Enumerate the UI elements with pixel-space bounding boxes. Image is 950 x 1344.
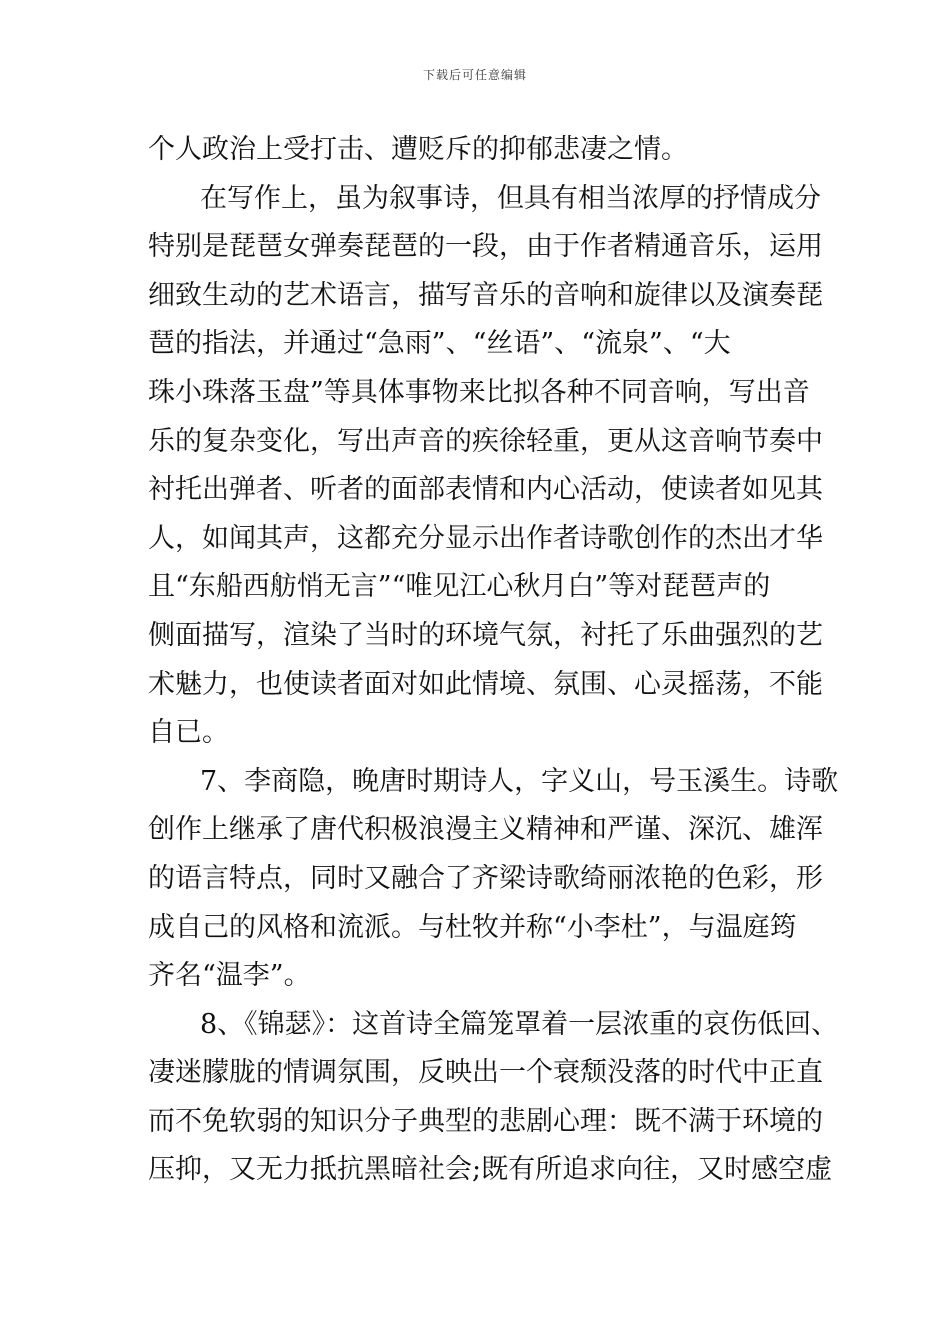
text-line: 衬托出弹者、听者的面部表情和内心活动，使读者如见其 <box>148 474 823 506</box>
text-line: 凄迷朦胧的情调氛围，反映出一个衰颓没落的时代中正直 <box>148 1057 823 1089</box>
text-line: 成自己的风格和流派。与杜牧并称“小李杜”，与温庭筠 <box>148 911 797 943</box>
text-line: 的语言特点，同时又融合了齐梁诗歌绮丽浓艳的色彩，形 <box>148 862 823 894</box>
text-line: 个人政治上受打击、遭贬斥的抑郁悲凄之情。 <box>148 134 688 165</box>
paragraph-start-line: 在写作上，虽为叙事诗，但具有相当浓厚的抒情成分 <box>200 182 821 214</box>
text-line: 珠小珠落玉盘”等具体事物来比拟各种不同音响，写出音 <box>148 376 810 408</box>
body-text <box>148 126 839 1195</box>
text-line: 人，如闻其声，这都充分显示出作者诗歌创作的杰出才华 <box>148 522 823 554</box>
text-line: 侧面描写，渲染了当时的环境气氛，衬托了乐曲强烈的艺 <box>148 619 823 651</box>
text-line: 特别是琵琶女弹奏琵琶的一段，由于作者精通音乐，运用 <box>148 231 823 263</box>
paragraph-start-line: 8、《锦瑟》：这首诗全篇笼罩着一层浓重的哀伤低回、 <box>200 1008 839 1040</box>
text-line: 而不免软弱的知识分子典型的悲剧心理：既不满于环境的 <box>148 1105 823 1137</box>
paragraph-start-line: 7、李商隐，晚唐时期诗人，字义山，号玉溪生。诗歌 <box>200 765 839 797</box>
text-line: 齐名“温李”。 <box>148 960 311 992</box>
text-line: 创作上继承了唐代积极浪漫主义精神和严谨、深沉、雄浑 <box>148 814 823 846</box>
text-line: 自已。 <box>148 717 229 749</box>
page-header: 下载后可任意编辑 <box>422 68 527 82</box>
text-line: 且“东船西舫悄无言”“唯见江心秋月白”等对琵琶声的 <box>148 571 771 603</box>
text-line: 压抑，又无力抵抗黑暗社会;既有所追求向往，又时感空虚 <box>148 1154 833 1186</box>
text-line: 细致生动的艺术语言，描写音乐的音响和旋律以及演奏琵 <box>148 279 823 311</box>
text-line: 术魅力，也使读者面对如此情境、氛围、心灵摇荡，不能 <box>148 668 823 700</box>
text-line: 琶的指法，并通过“急雨”、“丝语”、“流泉”、“大 <box>148 328 731 360</box>
text-line: 乐的复杂变化，写出声音的疾徐轻重，更从这音响节奏中 <box>148 425 823 457</box>
